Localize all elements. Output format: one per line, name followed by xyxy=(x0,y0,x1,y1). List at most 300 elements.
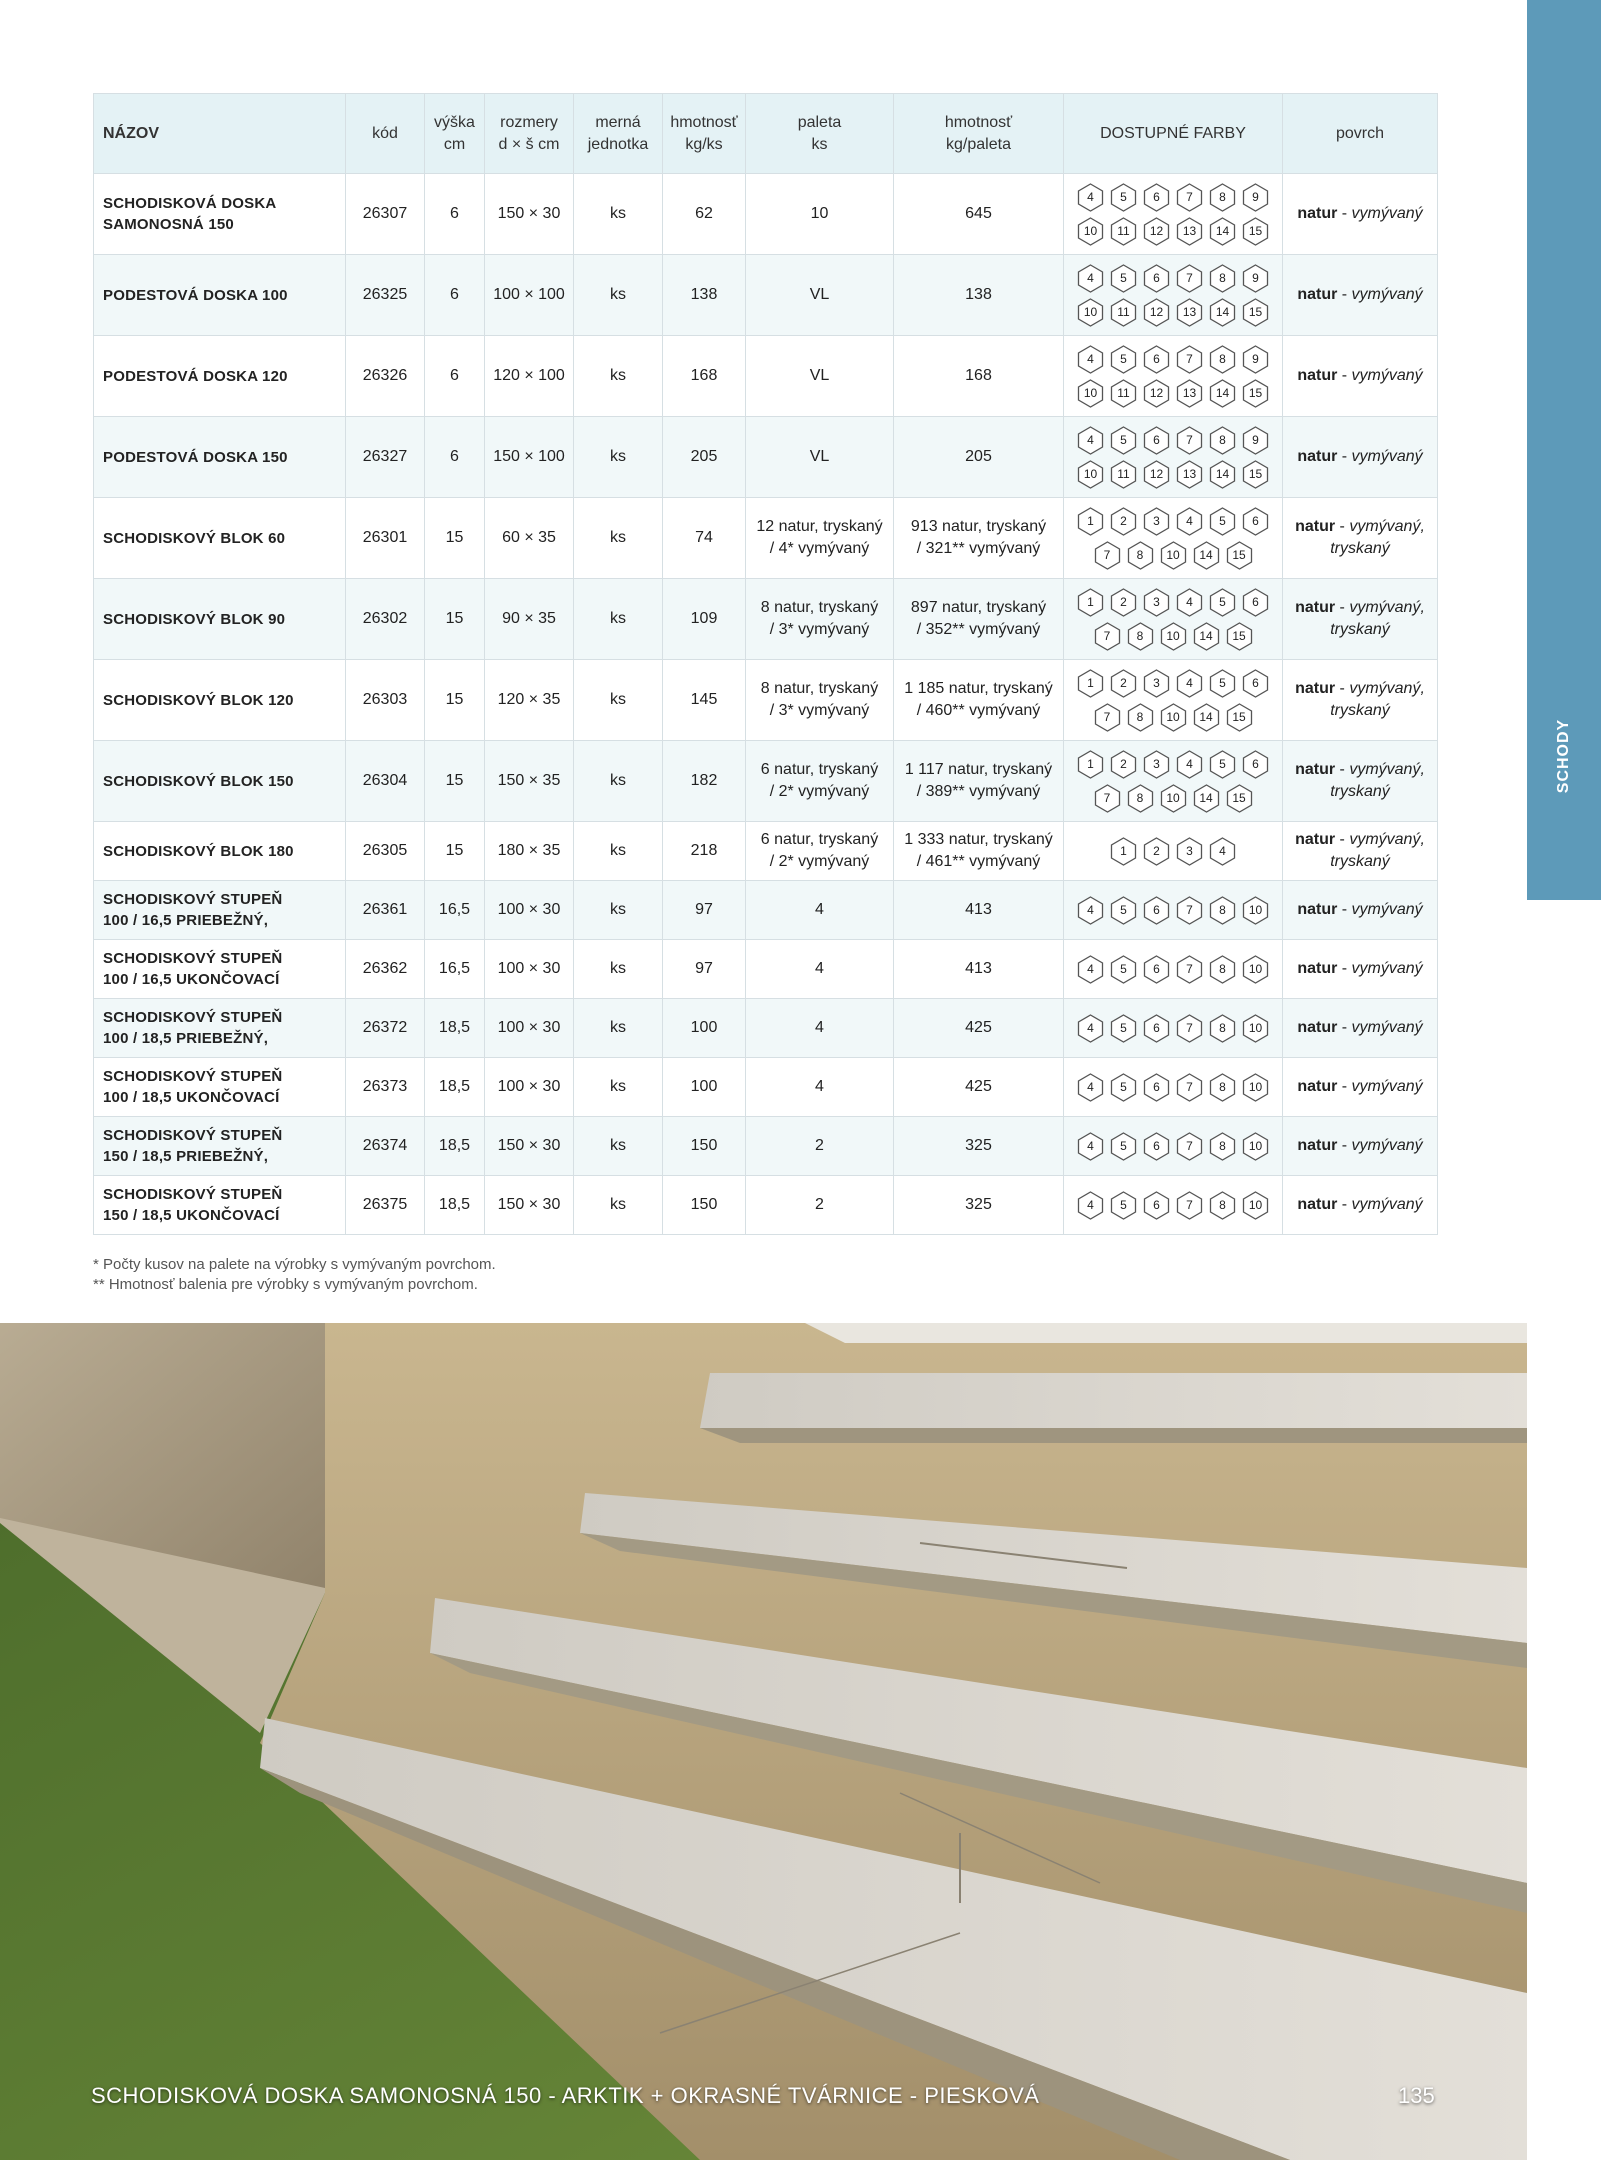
section-tab-label: SCHODY xyxy=(1555,718,1573,794)
color-swatch-hex-icon: 1 xyxy=(1076,669,1105,698)
table-row xyxy=(94,999,1438,1058)
color-swatch-hex-icon: 10 xyxy=(1076,298,1105,327)
surface-finish: natur - vymývaný, tryskaný xyxy=(1283,660,1438,741)
color-swatch-hex-icon: 14 xyxy=(1192,541,1221,570)
product-code: 26305 xyxy=(346,822,425,881)
color-swatch-hex-icon: 7 xyxy=(1175,264,1204,293)
photo-caption: SCHODISKOVÁ DOSKA SAMONOSNÁ 150 - ARKTIK + OKRASNÉ TVÁRNICE - PIESKOVÁ xyxy=(91,2083,1040,2108)
product-code: 26375 xyxy=(346,1176,425,1235)
color-options xyxy=(1064,660,1283,741)
color-swatch-hex-icon: 10 xyxy=(1241,1073,1270,1102)
table-row xyxy=(94,1117,1438,1176)
color-swatch-hex-icon: 6 xyxy=(1142,1073,1171,1102)
color-swatch-hex-icon: 4 xyxy=(1076,1014,1105,1043)
product-weight: 74 xyxy=(663,498,746,579)
color-options xyxy=(1064,579,1283,660)
color-swatch-hex-icon: 2 xyxy=(1109,507,1138,536)
color-swatch-hex-icon: 6 xyxy=(1142,896,1171,925)
color-swatch-hex-icon: 11 xyxy=(1109,217,1138,246)
color-swatch-hex-icon: 10 xyxy=(1159,622,1188,651)
table-row xyxy=(94,579,1438,660)
product-dimensions: 180 × 35 xyxy=(485,822,574,881)
color-swatch-hex-icon: 2 xyxy=(1109,750,1138,779)
color-swatch-hex-icon: 6 xyxy=(1142,1191,1171,1220)
color-swatch-hex-icon: 13 xyxy=(1175,298,1204,327)
product-height: 15 xyxy=(425,822,485,881)
color-options xyxy=(1064,498,1283,579)
product-height: 15 xyxy=(425,660,485,741)
color-swatch-hex-icon: 8 xyxy=(1208,183,1237,212)
product-unit: ks xyxy=(574,881,663,940)
header-code: kód xyxy=(346,94,425,174)
color-swatch-hex-icon: 7 xyxy=(1093,541,1122,570)
color-options xyxy=(1064,1058,1283,1117)
product-height: 18,5 xyxy=(425,999,485,1058)
product-name: SCHODISKOVÝ STUPEŇ 100 / 18,5 PRIEBEŽNÝ, xyxy=(94,999,346,1058)
color-swatch-hex-icon: 15 xyxy=(1225,703,1254,732)
color-swatch-hex-icon: 7 xyxy=(1093,622,1122,651)
product-weight: 182 xyxy=(663,741,746,822)
color-options xyxy=(1064,999,1283,1058)
header-weight: hmotnosť kg/ks xyxy=(663,94,746,174)
product-height: 6 xyxy=(425,255,485,336)
color-swatch-hex-icon: 10 xyxy=(1159,784,1188,813)
product-height: 18,5 xyxy=(425,1117,485,1176)
color-swatch-hex-icon: 10 xyxy=(1159,541,1188,570)
color-swatch-hex-icon: 13 xyxy=(1175,379,1204,408)
product-dimensions: 100 × 100 xyxy=(485,255,574,336)
surface-finish: natur - vymývaný xyxy=(1283,940,1438,999)
color-swatch-hex-icon: 8 xyxy=(1208,426,1237,455)
pallet-count: VL xyxy=(746,336,894,417)
product-code: 26372 xyxy=(346,999,425,1058)
product-dimensions: 120 × 35 xyxy=(485,660,574,741)
color-swatch-hex-icon: 3 xyxy=(1142,507,1171,536)
color-swatch-hex-icon: 10 xyxy=(1159,703,1188,732)
product-dimensions: 100 × 30 xyxy=(485,1058,574,1117)
color-swatch-hex-icon: 9 xyxy=(1241,264,1270,293)
color-swatch-hex-icon: 5 xyxy=(1109,955,1138,984)
product-height: 15 xyxy=(425,498,485,579)
product-unit: ks xyxy=(574,255,663,336)
product-unit: ks xyxy=(574,336,663,417)
product-unit: ks xyxy=(574,417,663,498)
product-name: SCHODISKOVÝ BLOK 120 xyxy=(94,660,346,741)
table-body xyxy=(94,174,1438,1235)
color-swatch-hex-icon: 11 xyxy=(1109,298,1138,327)
surface-finish: natur - vymývaný, tryskaný xyxy=(1283,579,1438,660)
product-dimensions: 150 × 35 xyxy=(485,741,574,822)
color-swatch-hex-icon: 4 xyxy=(1076,426,1105,455)
color-swatch-hex-icon: 4 xyxy=(1076,955,1105,984)
product-name: SCHODISKOVÝ STUPEŇ 100 / 18,5 UKONČOVACÍ xyxy=(94,1058,346,1117)
surface-finish: natur - vymývaný xyxy=(1283,881,1438,940)
product-code: 26301 xyxy=(346,498,425,579)
product-weight: 97 xyxy=(663,940,746,999)
color-swatch-hex-icon: 15 xyxy=(1225,541,1254,570)
color-swatch-hex-icon: 4 xyxy=(1076,345,1105,374)
color-swatch-hex-icon: 8 xyxy=(1208,955,1237,984)
header-pallet: paleta ks xyxy=(746,94,894,174)
product-dimensions: 120 × 100 xyxy=(485,336,574,417)
product-unit: ks xyxy=(574,741,663,822)
product-dimensions: 150 × 30 xyxy=(485,1176,574,1235)
color-swatch-hex-icon: 3 xyxy=(1142,750,1171,779)
color-options xyxy=(1064,881,1283,940)
product-height: 15 xyxy=(425,579,485,660)
product-weight: 100 xyxy=(663,999,746,1058)
pallet-weight: 138 xyxy=(894,255,1064,336)
pallet-count: 2 xyxy=(746,1176,894,1235)
color-swatch-hex-icon: 6 xyxy=(1142,426,1171,455)
product-height: 6 xyxy=(425,336,485,417)
color-swatch-hex-icon: 10 xyxy=(1241,1191,1270,1220)
header-finish: povrch xyxy=(1283,94,1438,174)
product-code: 26326 xyxy=(346,336,425,417)
product-dimensions: 100 × 30 xyxy=(485,940,574,999)
color-swatch-hex-icon: 10 xyxy=(1241,955,1270,984)
product-name: SCHODISKOVÝ BLOK 150 xyxy=(94,741,346,822)
product-name: PODESTOVÁ DOSKA 100 xyxy=(94,255,346,336)
color-swatch-hex-icon: 5 xyxy=(1109,1132,1138,1161)
product-unit: ks xyxy=(574,822,663,881)
color-swatch-hex-icon: 8 xyxy=(1126,541,1155,570)
product-dimensions: 60 × 35 xyxy=(485,498,574,579)
color-swatch-hex-icon: 5 xyxy=(1109,896,1138,925)
color-swatch-hex-icon: 10 xyxy=(1241,896,1270,925)
color-swatch-hex-icon: 7 xyxy=(1175,1073,1204,1102)
color-swatch-hex-icon: 5 xyxy=(1109,183,1138,212)
color-swatch-hex-icon: 1 xyxy=(1076,588,1105,617)
surface-finish: natur - vymývaný, tryskaný xyxy=(1283,822,1438,881)
color-swatch-hex-icon: 9 xyxy=(1241,426,1270,455)
color-swatch-hex-icon: 15 xyxy=(1241,460,1270,489)
color-swatch-hex-icon: 8 xyxy=(1208,264,1237,293)
surface-finish: natur - vymývaný xyxy=(1283,255,1438,336)
pallet-weight: 425 xyxy=(894,999,1064,1058)
color-swatch-hex-icon: 4 xyxy=(1175,669,1204,698)
color-swatch-hex-icon: 7 xyxy=(1175,426,1204,455)
color-swatch-hex-icon: 8 xyxy=(1208,1073,1237,1102)
color-swatch-hex-icon: 8 xyxy=(1126,784,1155,813)
product-name: SCHODISKOVÝ BLOK 60 xyxy=(94,498,346,579)
product-weight: 145 xyxy=(663,660,746,741)
surface-finish: natur - vymývaný xyxy=(1283,174,1438,255)
pallet-weight: 645 xyxy=(894,174,1064,255)
product-name: SCHODISKOVÝ STUPEŇ 100 / 16,5 PRIEBEŽNÝ, xyxy=(94,881,346,940)
table-row xyxy=(94,1058,1438,1117)
product-unit: ks xyxy=(574,498,663,579)
color-swatch-hex-icon: 10 xyxy=(1076,217,1105,246)
product-weight: 97 xyxy=(663,881,746,940)
color-options xyxy=(1064,174,1283,255)
color-swatch-hex-icon: 7 xyxy=(1175,345,1204,374)
color-swatch-hex-icon: 11 xyxy=(1109,460,1138,489)
color-swatch-hex-icon: 6 xyxy=(1241,669,1270,698)
color-swatch-hex-icon: 6 xyxy=(1142,183,1171,212)
product-name: SCHODISKOVÝ STUPEŇ 100 / 16,5 UKONČOVACÍ xyxy=(94,940,346,999)
product-unit: ks xyxy=(574,999,663,1058)
pallet-weight: 1 333 natur, tryskaný / 461** vymývaný xyxy=(894,822,1064,881)
color-swatch-hex-icon: 12 xyxy=(1142,217,1171,246)
surface-finish: natur - vymývaný xyxy=(1283,1058,1438,1117)
product-name: PODESTOVÁ DOSKA 120 xyxy=(94,336,346,417)
color-swatch-hex-icon: 3 xyxy=(1142,669,1171,698)
color-swatch-hex-icon: 5 xyxy=(1109,1073,1138,1102)
color-swatch-hex-icon: 3 xyxy=(1142,588,1171,617)
product-height: 18,5 xyxy=(425,1058,485,1117)
color-swatch-hex-icon: 8 xyxy=(1208,345,1237,374)
pallet-count: 12 natur, tryskaný / 4* vymývaný xyxy=(746,498,894,579)
table-row xyxy=(94,660,1438,741)
table-header-row xyxy=(94,94,1438,174)
pallet-weight: 413 xyxy=(894,940,1064,999)
product-code: 26302 xyxy=(346,579,425,660)
color-swatch-hex-icon: 2 xyxy=(1109,588,1138,617)
product-unit: ks xyxy=(574,940,663,999)
color-swatch-hex-icon: 11 xyxy=(1109,379,1138,408)
color-swatch-hex-icon: 4 xyxy=(1076,1132,1105,1161)
pallet-weight: 413 xyxy=(894,881,1064,940)
color-options xyxy=(1064,741,1283,822)
product-height: 15 xyxy=(425,741,485,822)
stairs-photo xyxy=(0,1323,1527,2160)
pallet-weight: 913 natur, tryskaný / 321** vymývaný xyxy=(894,498,1064,579)
product-unit: ks xyxy=(574,660,663,741)
product-height: 16,5 xyxy=(425,881,485,940)
color-swatch-hex-icon: 12 xyxy=(1142,298,1171,327)
footnotes xyxy=(93,1255,496,1295)
color-swatch-hex-icon: 7 xyxy=(1175,1191,1204,1220)
color-swatch-hex-icon: 5 xyxy=(1208,507,1237,536)
color-swatch-hex-icon: 15 xyxy=(1225,784,1254,813)
product-code: 26374 xyxy=(346,1117,425,1176)
product-unit: ks xyxy=(574,1117,663,1176)
color-swatch-hex-icon: 3 xyxy=(1175,837,1204,866)
product-weight: 100 xyxy=(663,1058,746,1117)
color-swatch-hex-icon: 14 xyxy=(1192,703,1221,732)
pallet-count: 4 xyxy=(746,1058,894,1117)
pallet-count: VL xyxy=(746,255,894,336)
product-code: 26361 xyxy=(346,881,425,940)
table-row xyxy=(94,336,1438,417)
color-swatch-hex-icon: 8 xyxy=(1208,1132,1237,1161)
color-swatch-hex-icon: 1 xyxy=(1109,837,1138,866)
color-swatch-hex-icon: 8 xyxy=(1126,622,1155,651)
product-height: 16,5 xyxy=(425,940,485,999)
product-weight: 218 xyxy=(663,822,746,881)
color-swatch-hex-icon: 8 xyxy=(1208,896,1237,925)
color-swatch-hex-icon: 4 xyxy=(1175,750,1204,779)
color-swatch-hex-icon: 4 xyxy=(1076,1191,1105,1220)
color-swatch-hex-icon: 6 xyxy=(1241,750,1270,779)
table-row xyxy=(94,741,1438,822)
color-swatch-hex-icon: 14 xyxy=(1208,379,1237,408)
color-swatch-hex-icon: 14 xyxy=(1192,784,1221,813)
color-swatch-hex-icon: 4 xyxy=(1175,507,1204,536)
color-swatch-hex-icon: 4 xyxy=(1175,588,1204,617)
color-swatch-hex-icon: 5 xyxy=(1208,588,1237,617)
pallet-weight: 1 117 natur, tryskaný / 389** vymývaný xyxy=(894,741,1064,822)
color-swatch-hex-icon: 6 xyxy=(1241,588,1270,617)
pallet-weight: 325 xyxy=(894,1176,1064,1235)
product-name: SCHODISKOVÝ BLOK 180 xyxy=(94,822,346,881)
table-row xyxy=(94,940,1438,999)
surface-finish: natur - vymývaný xyxy=(1283,1176,1438,1235)
table-row xyxy=(94,881,1438,940)
product-dimensions: 150 × 100 xyxy=(485,417,574,498)
product-code: 26307 xyxy=(346,174,425,255)
product-code: 26303 xyxy=(346,660,425,741)
color-options xyxy=(1064,255,1283,336)
product-dimensions: 150 × 30 xyxy=(485,174,574,255)
color-swatch-hex-icon: 13 xyxy=(1175,460,1204,489)
color-swatch-hex-icon: 14 xyxy=(1192,622,1221,651)
color-swatch-hex-icon: 7 xyxy=(1093,703,1122,732)
product-weight: 109 xyxy=(663,579,746,660)
color-swatch-hex-icon: 6 xyxy=(1142,264,1171,293)
color-options xyxy=(1064,1117,1283,1176)
product-name: SCHODISKOVÝ BLOK 90 xyxy=(94,579,346,660)
product-unit: ks xyxy=(574,579,663,660)
product-weight: 168 xyxy=(663,336,746,417)
header-height: výška cm xyxy=(425,94,485,174)
header-dimensions: rozmery d × š cm xyxy=(485,94,574,174)
color-swatch-hex-icon: 5 xyxy=(1109,1014,1138,1043)
product-name: SCHODISKOVÝ STUPEŇ 150 / 18,5 PRIEBEŽNÝ, xyxy=(94,1117,346,1176)
color-swatch-hex-icon: 6 xyxy=(1142,1014,1171,1043)
color-swatch-hex-icon: 8 xyxy=(1208,1191,1237,1220)
product-name: PODESTOVÁ DOSKA 150 xyxy=(94,417,346,498)
color-swatch-hex-icon: 6 xyxy=(1241,507,1270,536)
footnote: ** Hmotnosť balenia pre výrobky s vymývaným povrchom. xyxy=(93,1276,478,1293)
surface-finish: natur - vymývaný, tryskaný xyxy=(1283,741,1438,822)
surface-finish: natur - vymývaný, tryskaný xyxy=(1283,498,1438,579)
color-swatch-hex-icon: 5 xyxy=(1208,669,1237,698)
surface-finish: natur - vymývaný xyxy=(1283,1117,1438,1176)
color-swatch-hex-icon: 7 xyxy=(1175,183,1204,212)
product-dimensions: 90 × 35 xyxy=(485,579,574,660)
color-swatch-hex-icon: 5 xyxy=(1109,264,1138,293)
color-swatch-hex-icon: 15 xyxy=(1241,298,1270,327)
pallet-count: 2 xyxy=(746,1117,894,1176)
header-pallet-weight: hmotnosť kg/paleta xyxy=(894,94,1064,174)
product-code: 26327 xyxy=(346,417,425,498)
color-swatch-hex-icon: 7 xyxy=(1175,1132,1204,1161)
product-dimensions: 150 × 30 xyxy=(485,1117,574,1176)
header-colors: DOSTUPNÉ FARBY xyxy=(1064,94,1283,174)
color-swatch-hex-icon: 5 xyxy=(1208,750,1237,779)
color-swatch-hex-icon: 15 xyxy=(1241,217,1270,246)
section-tab[interactable] xyxy=(1527,720,1601,792)
surface-finish: natur - vymývaný xyxy=(1283,336,1438,417)
pallet-weight: 325 xyxy=(894,1117,1064,1176)
color-swatch-hex-icon: 1 xyxy=(1076,507,1105,536)
header-name: NÁZOV xyxy=(94,94,346,174)
product-code: 26304 xyxy=(346,741,425,822)
product-name: SCHODISKOVÝ STUPEŇ 150 / 18,5 UKONČOVACÍ xyxy=(94,1176,346,1235)
color-options xyxy=(1064,336,1283,417)
product-table xyxy=(93,93,1438,1235)
product-dimensions: 100 × 30 xyxy=(485,881,574,940)
color-swatch-hex-icon: 4 xyxy=(1076,183,1105,212)
product-weight: 150 xyxy=(663,1117,746,1176)
product-code: 26325 xyxy=(346,255,425,336)
pallet-weight: 897 natur, tryskaný / 352** vymývaný xyxy=(894,579,1064,660)
color-swatch-hex-icon: 8 xyxy=(1126,703,1155,732)
product-name: SCHODISKOVÁ DOSKA SAMONOSNÁ 150 xyxy=(94,174,346,255)
header-unit: merná jednotka xyxy=(574,94,663,174)
color-swatch-hex-icon: 9 xyxy=(1241,183,1270,212)
pallet-count: 8 natur, tryskaný / 3* vymývaný xyxy=(746,579,894,660)
color-swatch-hex-icon: 10 xyxy=(1076,379,1105,408)
footnote: * Počty kusov na palete na výrobky s vymývaným povrchom. xyxy=(93,1256,496,1273)
table-row xyxy=(94,417,1438,498)
product-code: 26362 xyxy=(346,940,425,999)
color-swatch-hex-icon: 5 xyxy=(1109,426,1138,455)
pallet-count: VL xyxy=(746,417,894,498)
color-swatch-hex-icon: 15 xyxy=(1225,622,1254,651)
product-weight: 205 xyxy=(663,417,746,498)
pallet-weight: 205 xyxy=(894,417,1064,498)
product-weight: 150 xyxy=(663,1176,746,1235)
color-swatch-hex-icon: 2 xyxy=(1109,669,1138,698)
pallet-count: 4 xyxy=(746,999,894,1058)
color-swatch-hex-icon: 1 xyxy=(1076,750,1105,779)
color-swatch-hex-icon: 10 xyxy=(1241,1014,1270,1043)
product-unit: ks xyxy=(574,1058,663,1117)
pallet-count: 4 xyxy=(746,881,894,940)
color-options xyxy=(1064,940,1283,999)
product-code: 26373 xyxy=(346,1058,425,1117)
color-swatch-hex-icon: 2 xyxy=(1142,837,1171,866)
color-swatch-hex-icon: 5 xyxy=(1109,345,1138,374)
pallet-count: 6 natur, tryskaný / 2* vymývaný xyxy=(746,741,894,822)
color-swatch-hex-icon: 12 xyxy=(1142,460,1171,489)
surface-finish: natur - vymývaný xyxy=(1283,999,1438,1058)
product-unit: ks xyxy=(574,174,663,255)
color-swatch-hex-icon: 4 xyxy=(1076,896,1105,925)
color-swatch-hex-icon: 14 xyxy=(1208,217,1237,246)
product-weight: 62 xyxy=(663,174,746,255)
product-unit: ks xyxy=(574,1176,663,1235)
pallet-weight: 168 xyxy=(894,336,1064,417)
color-swatch-hex-icon: 7 xyxy=(1175,896,1204,925)
color-swatch-hex-icon: 7 xyxy=(1175,1014,1204,1043)
product-height: 6 xyxy=(425,417,485,498)
color-swatch-hex-icon: 13 xyxy=(1175,217,1204,246)
color-swatch-hex-icon: 15 xyxy=(1241,379,1270,408)
color-options xyxy=(1064,822,1283,881)
pallet-count: 10 xyxy=(746,174,894,255)
color-swatch-hex-icon: 10 xyxy=(1076,460,1105,489)
color-swatch-hex-icon: 5 xyxy=(1109,1191,1138,1220)
color-swatch-hex-icon: 4 xyxy=(1076,264,1105,293)
product-height: 18,5 xyxy=(425,1176,485,1235)
product-height: 6 xyxy=(425,174,485,255)
color-swatch-hex-icon: 7 xyxy=(1093,784,1122,813)
color-swatch-hex-icon: 14 xyxy=(1208,460,1237,489)
color-swatch-hex-icon: 10 xyxy=(1241,1132,1270,1161)
color-swatch-hex-icon: 6 xyxy=(1142,955,1171,984)
color-swatch-hex-icon: 6 xyxy=(1142,1132,1171,1161)
product-dimensions: 100 × 30 xyxy=(485,999,574,1058)
color-swatch-hex-icon: 9 xyxy=(1241,345,1270,374)
pallet-weight: 425 xyxy=(894,1058,1064,1117)
table-row xyxy=(94,255,1438,336)
pallet-weight: 1 185 natur, tryskaný / 460** vymývaný xyxy=(894,660,1064,741)
color-swatch-hex-icon: 4 xyxy=(1076,1073,1105,1102)
